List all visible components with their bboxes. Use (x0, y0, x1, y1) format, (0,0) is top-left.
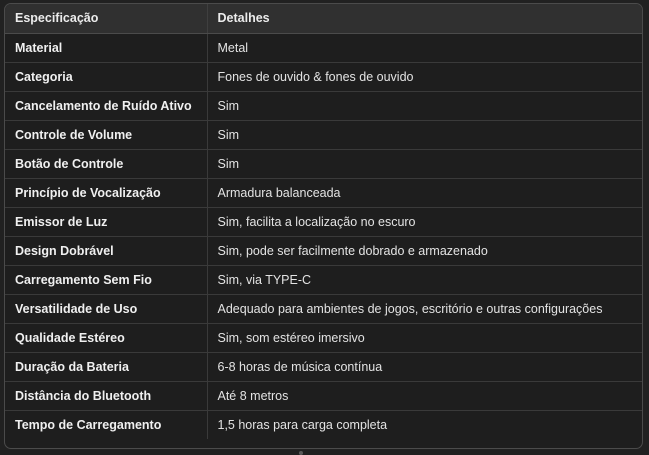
spec-name: Cancelamento de Ruído Ativo (5, 91, 207, 120)
table-row (5, 62, 642, 91)
scroll-indicator (299, 451, 303, 455)
spec-value: Armadura balanceada (207, 178, 642, 207)
spec-name: Controle de Volume (5, 120, 207, 149)
table-row (5, 207, 642, 236)
table-row (5, 265, 642, 294)
spec-value: Até 8 metros (207, 381, 642, 410)
header-details: Detalhes (207, 4, 642, 33)
table-row (5, 120, 642, 149)
spec-value: Sim (207, 91, 642, 120)
spec-name: Categoria (5, 62, 207, 91)
table-header-row (5, 4, 642, 33)
spec-name: Botão de Controle (5, 149, 207, 178)
spec-value: Sim, facilita a localização no escuro (207, 207, 642, 236)
spec-name: Qualidade Estéreo (5, 323, 207, 352)
table-row (5, 410, 642, 439)
table-row (5, 178, 642, 207)
spec-value: 1,5 horas para carga completa (207, 410, 642, 439)
spec-table-container (4, 3, 643, 449)
spec-name: Carregamento Sem Fio (5, 265, 207, 294)
spec-name: Distância do Bluetooth (5, 381, 207, 410)
spec-value: Fones de ouvido & fones de ouvido (207, 62, 642, 91)
spec-name: Material (5, 33, 207, 62)
spec-name: Versatilidade de Uso (5, 294, 207, 323)
header-spec: Especificação (5, 4, 207, 33)
table-row (5, 149, 642, 178)
table-row (5, 33, 642, 62)
spec-value: Metal (217, 40, 249, 55)
table-row (5, 352, 642, 381)
spec-name: Emissor de Luz (5, 207, 207, 236)
spec-table (5, 4, 642, 439)
spec-name: Princípio de Vocalização (5, 178, 207, 207)
table-row (5, 294, 642, 323)
table-row (5, 323, 642, 352)
table-row (5, 381, 642, 410)
table-row (5, 91, 642, 120)
spec-name: Design Dobrável (5, 236, 207, 265)
spec-value: Sim (207, 149, 642, 178)
spec-value: Adequado para ambientes de jogos, escritório e outras configurações (207, 294, 642, 323)
spec-name: Tempo de Carregamento (5, 410, 207, 439)
spec-value: Sim, pode ser facilmente dobrado e armazenado (207, 236, 642, 265)
spec-value: Sim (207, 120, 642, 149)
spec-name: Duração da Bateria (5, 352, 207, 381)
table-row (5, 236, 642, 265)
spec-value: Sim, som estéreo imersivo (207, 323, 642, 352)
spec-value: Sim, via TYPE-C (207, 265, 642, 294)
spec-value: 6-8 horas de música contínua (207, 352, 642, 381)
